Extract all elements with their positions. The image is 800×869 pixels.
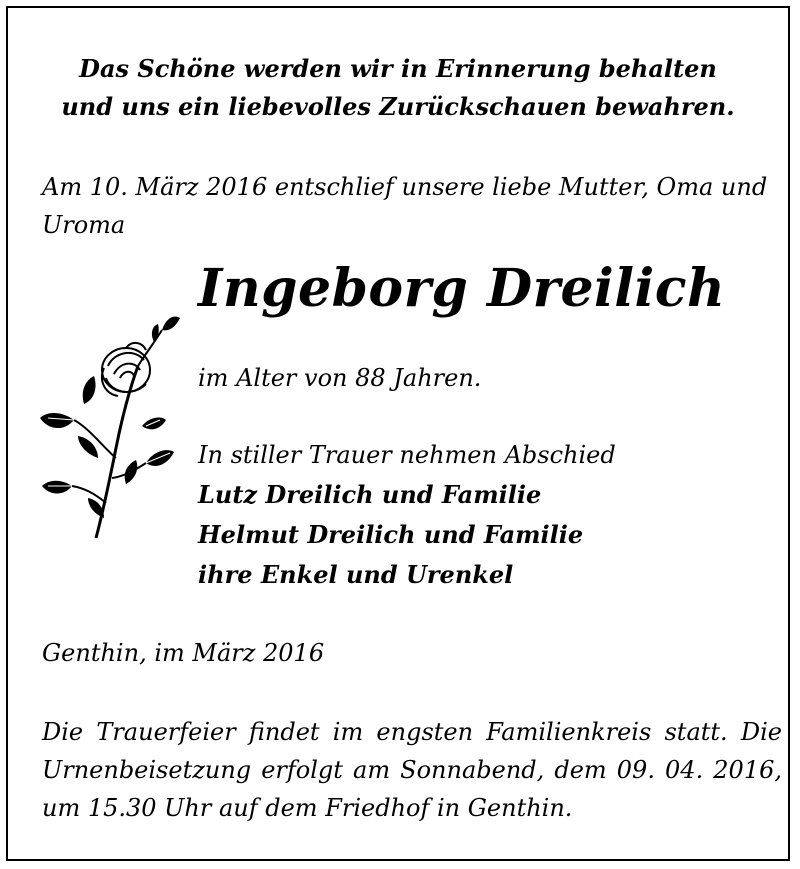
motto-line-2: und uns ein liebevolles Zurückschauen bewahren. (61, 92, 735, 121)
mourner-name: ihre Enkel und Urenkel (198, 560, 514, 589)
rose-icon (34, 308, 194, 548)
ceremony-text: Die Trauerfeier findet im engsten Familienkreis statt. Die Urnenbeisetzung erfolgt am Sonnabend, dem 09. 04. 2016, um 15.30 Uhr auf dem Friedhof in Genthin. (42, 718, 782, 822)
mourners-heading: In stiller Trauer nehmen Abschied (198, 441, 616, 469)
age-text: im Alter von 88 Jahren. (198, 364, 482, 392)
deceased-name: Ingeborg Dreilich (198, 258, 726, 319)
mourners-list (198, 435, 616, 595)
motto (28, 50, 768, 126)
place-date: Genthin, im März 2016 (42, 639, 325, 667)
obituary-frame (6, 6, 790, 861)
motto-line-1: Das Schöne werden wir in Erinnerung behalten (79, 54, 717, 83)
intro-text: Am 10. März 2016 entschlief unsere liebe Mutter, Oma und Uroma (42, 173, 768, 239)
mourner-name: Helmut Dreilich und Familie (198, 520, 584, 549)
mourner-name: Lutz Dreilich und Familie (198, 480, 542, 509)
